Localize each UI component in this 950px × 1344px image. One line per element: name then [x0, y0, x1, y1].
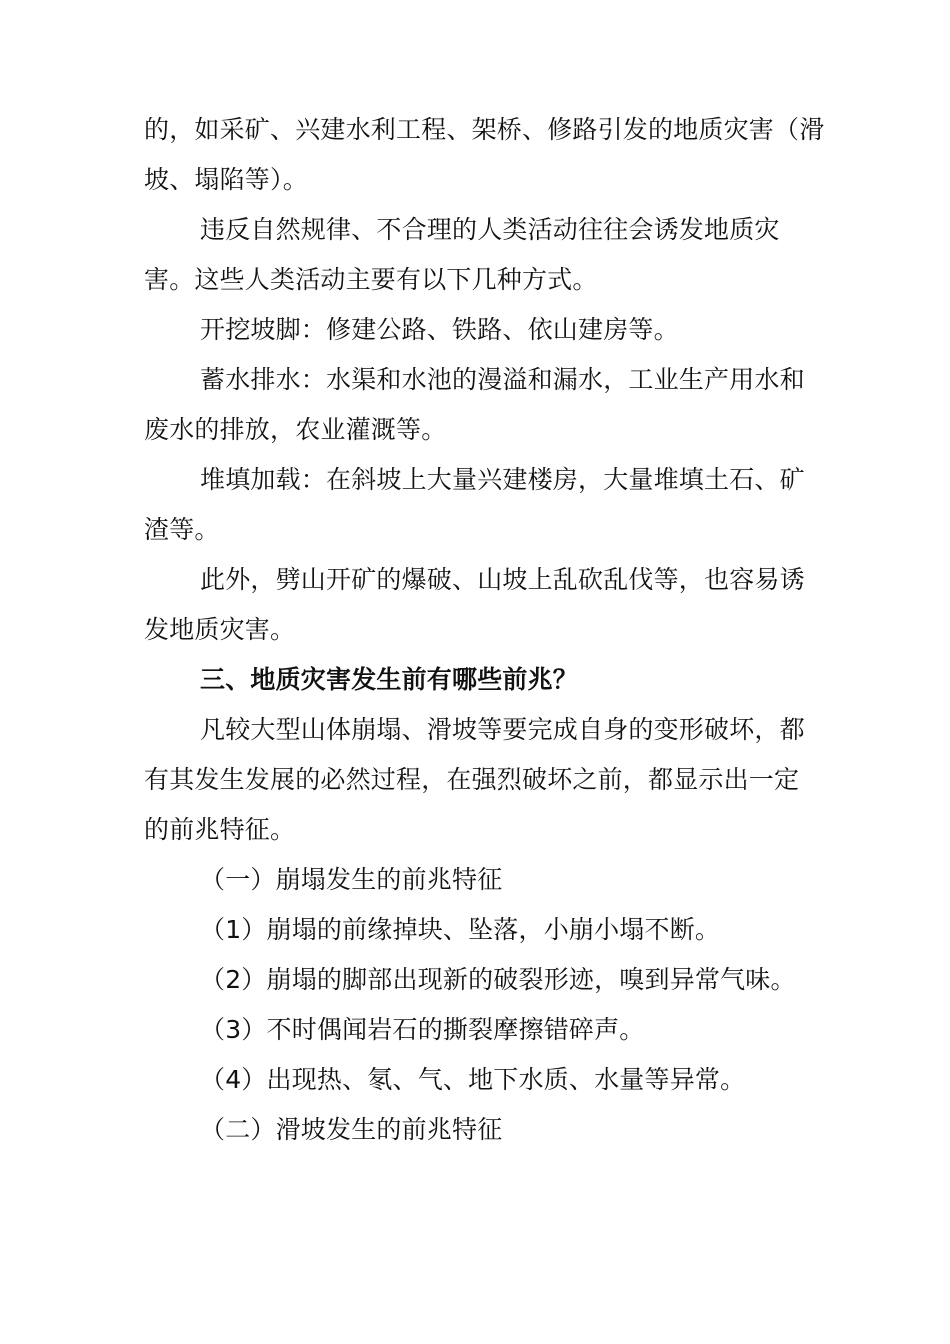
paragraph-line: 凡较大型山体崩塌、滑坡等要完成自身的变形破坏，都	[200, 715, 805, 744]
paragraph-line: 堆填加载：在斜坡上大量兴建楼房，大量堆填土石、矿	[200, 465, 805, 494]
list-item: （2）崩塌的脚部出现新的破裂形迹，嗅到异常气味。	[200, 965, 796, 994]
paragraph-line: 废水的排放，农业灌溉等。	[144, 415, 447, 444]
subsection-heading: （二）滑坡发生的前兆特征	[200, 1115, 503, 1144]
paragraph-line: 害。这些人类活动主要有以下几种方式。	[144, 265, 598, 294]
paragraph-line: 的前兆特征。	[144, 815, 296, 844]
subsection-heading: （一）崩塌发生的前兆特征	[200, 865, 503, 894]
list-item: （4）出现热、氡、气、地下水质、水量等异常。	[200, 1065, 746, 1094]
paragraph-line: 有其发生发展的必然过程，在强烈破坏之前，都显示出一定	[144, 765, 800, 794]
paragraph-line: 坡、塌陷等）。	[144, 165, 308, 194]
list-item: （3）不时偶闻岩石的撕裂摩擦错碎声。	[200, 1015, 645, 1044]
paragraph-line: 发地质灾害。	[144, 615, 296, 644]
paragraph-line: 此外，劈山开矿的爆破、山坡上乱砍乱伐等，也容易诱	[200, 565, 805, 594]
paragraph-line: 违反自然规律、不合理的人类活动往往会诱发地质灾	[200, 215, 780, 244]
paragraph-line: 的，如采矿、兴建水利工程、架桥、修路引发的地质灾害（滑	[144, 115, 825, 144]
paragraph-line: 蓄水排水：水渠和水池的漫溢和漏水，工业生产用水和	[200, 365, 805, 394]
list-item: （1）崩塌的前缘掉块、坠落，小崩小塌不断。	[200, 915, 721, 944]
paragraph-line: 开挖坡脚：修建公路、铁路、依山建房等。	[200, 315, 679, 344]
section-heading: 三、地质灾害发生前有哪些前兆？	[200, 665, 579, 694]
paragraph-line: 渣等。	[144, 515, 220, 544]
